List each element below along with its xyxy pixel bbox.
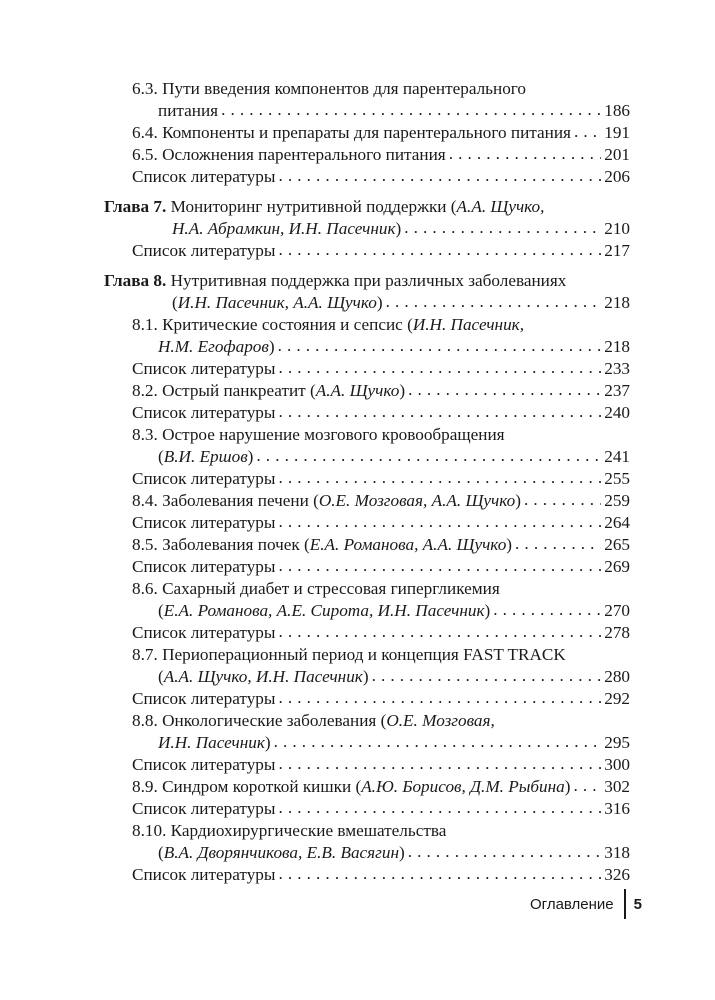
section-gap xyxy=(104,188,630,196)
toc-entry-line xyxy=(104,490,630,512)
toc-entry-line xyxy=(104,798,630,820)
toc-page-number: 278 xyxy=(604,623,630,642)
toc-section-entry[interactable] xyxy=(104,798,630,820)
title-text: ) xyxy=(564,777,571,796)
dot-leader xyxy=(278,753,601,775)
title-text: ) xyxy=(506,535,513,554)
title-text: Список литературы xyxy=(132,167,276,186)
title-text: ( xyxy=(158,447,164,466)
title-text: 8.6. Сахарный диабет и стрессовая гипергликемия xyxy=(132,579,500,598)
toc-entry-line xyxy=(104,622,630,644)
toc-entry-title xyxy=(104,196,544,218)
toc-page-number: 217 xyxy=(604,241,630,260)
toc-entry-line xyxy=(104,196,630,218)
toc-entry-title xyxy=(132,358,275,380)
dot-leader xyxy=(515,533,601,555)
toc-entry-title xyxy=(104,270,566,292)
title-text: ) xyxy=(247,447,254,466)
toc-entry-line xyxy=(104,820,630,842)
dot-leader xyxy=(278,335,602,357)
toc-entry-title xyxy=(158,100,218,122)
authors-text: А.А. Щучко, И.Н. Пасечник xyxy=(163,667,363,686)
toc-section-entry[interactable] xyxy=(104,864,630,886)
toc-entry-line xyxy=(104,776,630,798)
dot-leader xyxy=(278,797,601,819)
authors-text: Н.М. Егофаров xyxy=(158,337,269,356)
footer-divider xyxy=(624,889,626,919)
title-text: Мониторинг нутритивной поддержки ( xyxy=(166,197,457,216)
toc-page-number: 300 xyxy=(604,755,630,774)
toc-entry-line xyxy=(104,468,630,490)
toc-entry-line xyxy=(104,358,630,380)
toc-section-entry[interactable] xyxy=(104,358,630,380)
toc-entry-line xyxy=(104,842,630,864)
authors-text: А.А. Щучко, xyxy=(456,197,545,216)
toc-section-entry[interactable] xyxy=(104,710,630,754)
title-text: Список литературы xyxy=(132,689,276,708)
dot-leader xyxy=(278,467,601,489)
dot-leader xyxy=(278,863,601,885)
toc-section-entry[interactable] xyxy=(104,820,630,864)
authors-text: О.Е. Мозговая, А.А. Щучко xyxy=(318,491,516,510)
toc-entry-line xyxy=(104,754,630,776)
toc-page-number: 269 xyxy=(604,557,630,576)
title-text: 8.8. Онкологические заболевания ( xyxy=(132,711,387,730)
title-text: Список литературы xyxy=(132,359,276,378)
authors-text: В.И. Ершов xyxy=(163,447,248,466)
dot-leader xyxy=(278,357,601,379)
dot-leader xyxy=(278,555,601,577)
toc-section-entry[interactable] xyxy=(104,240,630,262)
title-text: 8.7. Периоперационный период и концепция FAST TRACK xyxy=(132,645,566,664)
title-text: ( xyxy=(158,601,164,620)
title-text: Список литературы xyxy=(132,241,276,260)
toc-entry-line xyxy=(104,644,630,666)
title-text: ( xyxy=(172,293,178,312)
title-text: ) xyxy=(268,337,275,356)
title-text: ) xyxy=(362,667,369,686)
toc-page-number: 240 xyxy=(604,403,630,422)
chapter-label: Глава 8. xyxy=(104,271,167,290)
toc-page-number: 233 xyxy=(604,359,630,378)
authors-text: И.Н. Пасечник, xyxy=(412,315,525,334)
toc-entry-title xyxy=(132,314,524,336)
dot-leader xyxy=(221,99,601,121)
dot-leader xyxy=(278,165,601,187)
section-gap xyxy=(104,262,630,270)
toc-entry-title xyxy=(132,622,275,644)
title-text: ) xyxy=(399,843,405,862)
toc-section-entry[interactable] xyxy=(104,122,630,144)
title-text: Список литературы xyxy=(132,755,276,774)
toc-section-entry[interactable] xyxy=(104,754,630,776)
title-text: 8.9. Синдром короткой кишки ( xyxy=(132,777,362,796)
toc-section-entry[interactable] xyxy=(104,78,630,122)
dot-leader xyxy=(278,687,601,709)
toc-entry-line xyxy=(104,688,630,710)
toc-section-entry[interactable] xyxy=(104,556,630,578)
title-text: Список литературы xyxy=(132,513,276,532)
toc-entry-title xyxy=(132,166,275,188)
toc-entry-line xyxy=(104,600,630,622)
toc-page-number: 255 xyxy=(604,469,630,488)
toc-page-number: 316 xyxy=(604,799,630,818)
authors-text: И.Н. Пасечник xyxy=(158,733,265,752)
dot-leader xyxy=(449,143,602,165)
toc-section-entry[interactable] xyxy=(104,424,630,468)
title-text: ( xyxy=(158,843,164,862)
toc-section-entry[interactable] xyxy=(104,166,630,188)
toc-entry-title xyxy=(132,754,275,776)
toc-entry-line xyxy=(104,578,630,600)
toc-entry-line xyxy=(104,270,630,292)
toc-page-number: 191 xyxy=(604,123,630,142)
toc-section-entry[interactable] xyxy=(104,380,630,402)
dot-leader xyxy=(386,291,602,313)
title-text: ) xyxy=(376,293,383,312)
toc-page-number: 280 xyxy=(604,667,630,686)
title-text: 6.3. Пути введения компонентов для парентерального xyxy=(132,79,527,98)
toc-entry-title xyxy=(158,666,369,688)
toc-entry-title xyxy=(132,644,566,666)
title-text: Нутритивная поддержка при различных заболеваниях xyxy=(166,271,567,290)
toc-page-number: 210 xyxy=(604,219,630,238)
authors-text: А.А. Щучко xyxy=(315,381,400,400)
toc-page-number: 218 xyxy=(604,293,630,312)
toc-entry-line xyxy=(104,100,630,122)
toc-entry-title xyxy=(132,402,275,424)
toc-entry-title xyxy=(158,600,490,622)
toc-entry-line xyxy=(104,710,630,732)
page-footer xyxy=(530,891,642,917)
dot-leader xyxy=(278,511,601,533)
authors-text: А.Ю. Борисов, Д.М. Рыбина xyxy=(361,777,565,796)
dot-leader xyxy=(278,401,601,423)
authors-text: Е.А. Романова, А.Е. Сирота, И.Н. Пасечник xyxy=(163,601,485,620)
dot-leader xyxy=(278,239,601,261)
toc-page-number: 206 xyxy=(604,167,630,186)
toc-entry-title xyxy=(132,534,512,556)
dot-leader xyxy=(573,775,601,797)
toc-page-number: 201 xyxy=(604,145,630,164)
toc-entry-title xyxy=(158,336,275,358)
title-text: Список литературы xyxy=(132,557,276,576)
toc-section-entry[interactable] xyxy=(104,468,630,490)
toc-section-entry[interactable] xyxy=(104,578,630,622)
toc-page-number: 326 xyxy=(604,865,630,884)
toc-entry-title xyxy=(132,512,275,534)
title-text: 8.1. Критические состояния и сепсис ( xyxy=(132,315,413,334)
dot-leader xyxy=(256,445,601,467)
title-text: Список литературы xyxy=(132,865,276,884)
title-text: ) xyxy=(484,601,491,620)
title-text: ( xyxy=(158,667,164,686)
toc-entry-title xyxy=(132,424,505,446)
title-text: питания xyxy=(158,101,219,120)
title-text: 8.5. Заболевания почек ( xyxy=(132,535,310,554)
toc-entry-line xyxy=(104,666,630,688)
toc-entry-title xyxy=(132,864,275,886)
title-text: 8.3. Острое нарушение мозгового кровообращения xyxy=(132,425,505,444)
toc-entry-title xyxy=(158,732,271,754)
authors-text: О.Е. Мозговая, xyxy=(386,711,495,730)
toc-section-entry[interactable] xyxy=(104,622,630,644)
toc-entry-title xyxy=(132,710,495,732)
dot-leader xyxy=(278,621,601,643)
title-text: Список литературы xyxy=(132,403,276,422)
toc-entry-line xyxy=(104,166,630,188)
title-text: 8.4. Заболевания печени ( xyxy=(132,491,319,510)
toc-entry-title xyxy=(132,798,275,820)
toc-page-number: 259 xyxy=(604,491,630,510)
toc-chapter-entry[interactable] xyxy=(104,196,630,240)
toc-entry-title xyxy=(132,556,275,578)
toc-section-entry[interactable] xyxy=(104,644,630,688)
toc-chapter-entry[interactable] xyxy=(104,270,630,314)
title-text: Список литературы xyxy=(132,623,276,642)
title-text: ) xyxy=(399,381,406,400)
dot-leader xyxy=(524,489,601,511)
toc-entry-line xyxy=(104,556,630,578)
toc-entry-title xyxy=(132,144,446,166)
toc-entry-line xyxy=(104,446,630,468)
toc-entry-line xyxy=(104,240,630,262)
toc-entry-line xyxy=(104,512,630,534)
toc-page-number: 318 xyxy=(604,843,630,862)
toc-page-number: 265 xyxy=(604,535,630,554)
title-text: Список литературы xyxy=(132,799,276,818)
toc-entry-title xyxy=(132,240,275,262)
title-text: 8.10. Кардиохирургические вмешательства xyxy=(132,821,447,840)
toc-entry-title xyxy=(132,380,405,402)
toc-page-number: 218 xyxy=(604,337,630,356)
toc-page-number: 186 xyxy=(604,101,630,120)
table-of-contents xyxy=(104,78,630,886)
authors-text: Е.А. Романова, А.А. Щучко xyxy=(309,535,507,554)
toc-entry-line xyxy=(104,732,630,754)
toc-entry-title xyxy=(132,78,526,100)
toc-entry-title xyxy=(132,122,571,144)
toc-entry-line xyxy=(104,336,630,358)
toc-entry-title xyxy=(132,578,500,600)
dot-leader xyxy=(404,217,601,239)
toc-section-entry[interactable] xyxy=(104,534,630,556)
toc-section-entry[interactable] xyxy=(104,314,630,358)
toc-entry-line xyxy=(104,534,630,556)
dot-leader xyxy=(372,665,602,687)
title-text: 8.2. Острый панкреатит ( xyxy=(132,381,316,400)
toc-entry-line xyxy=(104,424,630,446)
toc-entry-title xyxy=(132,468,275,490)
authors-text: Н.А. Абрамкин, И.Н. Пасечник xyxy=(172,219,396,238)
title-text: 6.4. Компоненты и препараты для парентерального питания xyxy=(132,123,571,142)
toc-page-number: 241 xyxy=(604,447,630,466)
toc-page-number: 292 xyxy=(604,689,630,708)
title-text: ) xyxy=(515,491,521,510)
toc-entry-line xyxy=(104,78,630,100)
toc-page-number: 270 xyxy=(604,601,630,620)
toc-section-entry[interactable] xyxy=(104,688,630,710)
dot-leader xyxy=(408,379,601,401)
running-title: Оглавление xyxy=(530,895,614,913)
toc-page-number: 302 xyxy=(604,777,630,796)
chapter-label: Глава 7. xyxy=(104,197,167,216)
dot-leader xyxy=(574,121,601,143)
toc-entry-line xyxy=(104,864,630,886)
authors-text: В.А. Дворянчикова, Е.В. Васягин xyxy=(163,843,399,862)
toc-section-entry[interactable] xyxy=(104,776,630,798)
toc-entry-title xyxy=(132,490,521,512)
title-text: Список литературы xyxy=(132,469,276,488)
toc-section-entry[interactable] xyxy=(104,144,630,166)
toc-entry-title xyxy=(158,842,405,864)
toc-page-number: 264 xyxy=(604,513,630,532)
title-text: 6.5. Осложнения парентерального питания xyxy=(132,145,446,164)
toc-entry-title xyxy=(132,776,570,798)
toc-page-number: 295 xyxy=(604,733,630,752)
toc-entry-title xyxy=(132,820,446,842)
authors-text: И.Н. Пасечник, А.А. Щучко xyxy=(177,293,377,312)
toc-entry-line xyxy=(104,314,630,336)
page-number: 5 xyxy=(633,895,642,913)
toc-entry-title xyxy=(172,292,383,314)
toc-entry-line xyxy=(104,292,630,314)
toc-section-entry[interactable] xyxy=(104,512,630,534)
toc-entry-title xyxy=(158,446,253,468)
toc-section-entry[interactable] xyxy=(104,490,630,512)
toc-entry-title xyxy=(132,688,275,710)
toc-entry-line xyxy=(104,144,630,166)
dot-leader xyxy=(274,731,602,753)
toc-entry-line xyxy=(104,380,630,402)
dot-leader xyxy=(408,841,601,863)
title-text: ) xyxy=(264,733,271,752)
toc-entry-title xyxy=(172,218,401,240)
toc-entry-line xyxy=(104,122,630,144)
toc-entry-line xyxy=(104,402,630,424)
toc-section-entry[interactable] xyxy=(104,402,630,424)
toc-page-number: 237 xyxy=(604,381,630,400)
title-text: ) xyxy=(395,219,402,238)
dot-leader xyxy=(493,599,601,621)
toc-entry-line xyxy=(104,218,630,240)
